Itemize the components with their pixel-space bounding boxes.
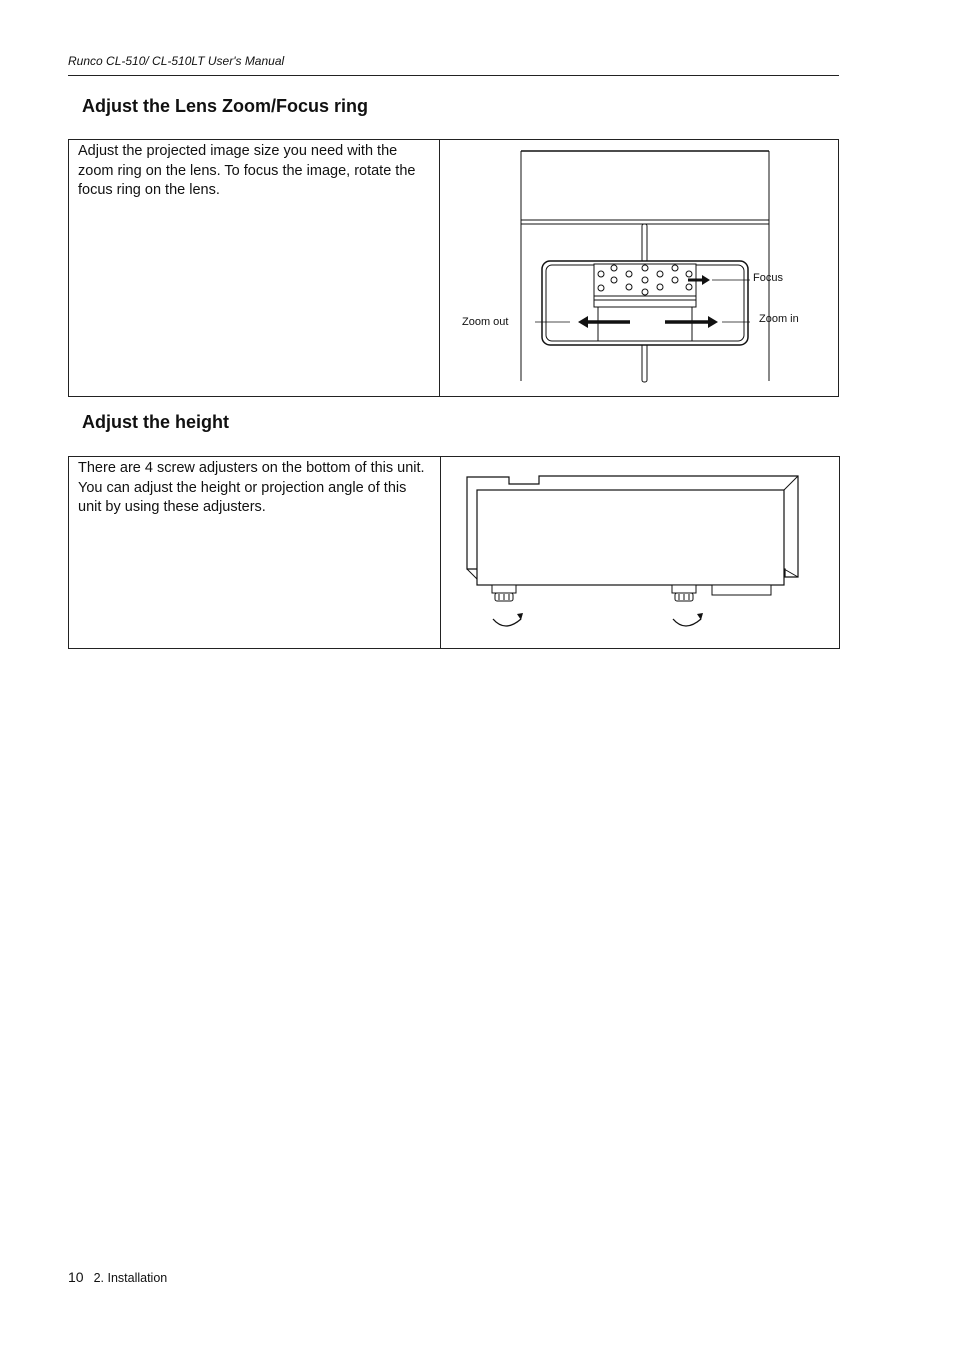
manual-title: Runco CL-510/ CL-510LT User's Manual (68, 54, 285, 68)
page-number: 10 (68, 1269, 84, 1285)
height-instruction-text: There are 4 screw adjusters on the bottom of this unit. You can adjust the height or projection angle of this unit by using these adjusters. (78, 460, 425, 516)
lens-zoom-focus-diagram (440, 140, 838, 396)
zoom-out-label: Zoom out (462, 316, 509, 328)
focus-label: Focus (753, 272, 783, 284)
height-instruction-box (68, 456, 840, 649)
height-adjuster-diagram (441, 457, 839, 648)
footer-section: 2. Installation (93, 1271, 168, 1285)
header-rule (68, 75, 839, 76)
zoom-in-label: Zoom in (759, 313, 799, 325)
section-title-height: Adjust the height (82, 412, 229, 432)
lens-instruction-box (68, 139, 839, 397)
section-title-lens: Adjust the Lens Zoom/Focus ring (82, 96, 369, 116)
page-footer (68, 1269, 167, 1285)
lens-instruction-text: Adjust the projected image size you need with the zoom ring on the lens. To focus the image, rotate the focus ring on the lens. (78, 143, 416, 199)
